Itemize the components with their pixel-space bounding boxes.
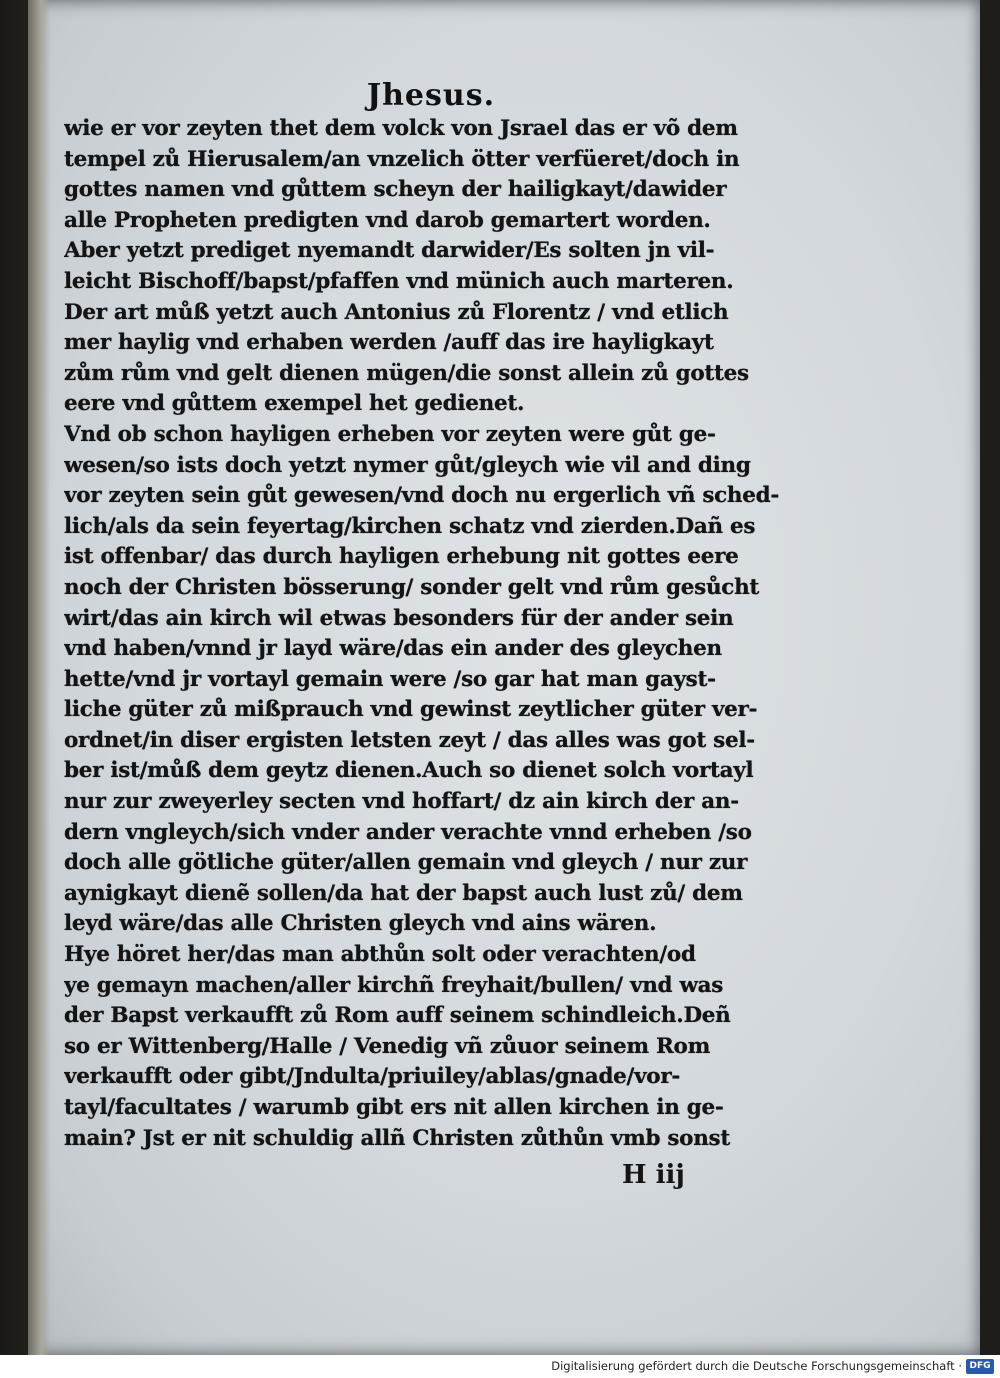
text-line: lich/als da sein feyertag/kirchen schatz vnd zierden.Dañ es bbox=[64, 513, 756, 539]
text-line: vnd haben/vnnd jr layd wäre/das ein ander des gleychen bbox=[64, 636, 722, 662]
text-line: nur zur zweyerley secten vnd hoffart/ dz ain kirch der an‑ bbox=[64, 789, 739, 815]
text-line: Aber yetzt prediget nyemandt darwider/Es solten jn vil‑ bbox=[64, 238, 715, 264]
text-line: gottes namen vnd gůttem scheyn der hailigkayt/dawider bbox=[64, 177, 727, 203]
text-line: leyd wäre/das alle Christen gleych vnd ains wären. bbox=[64, 911, 657, 937]
text-line: verkaufft oder gibt/Jndulta/priuiley/ablas/gnade/vor‑ bbox=[64, 1064, 680, 1090]
text-line: leicht Bischoff/bapst/pfaffen vnd münich auch marteren. bbox=[64, 268, 734, 294]
text-line: dern vngleych/sich vnder ander verachte vnnd erheben /so bbox=[64, 819, 752, 845]
signature-mark: H iij bbox=[622, 1160, 685, 1190]
text-line: tempel zů Hierusalem/an vnzelich ötter verfüeret/doch in bbox=[64, 146, 740, 172]
text-line: der Bapst verkaufft zů Rom auff seinem schindleich.Deñ bbox=[64, 1003, 731, 1029]
text-line: main? Jst er nit schuldig allñ Christen zůthůn vmb sonst bbox=[64, 1125, 730, 1151]
text-line: zům rům vnd gelt dienen mügen/die sonst allein zů gottes bbox=[64, 360, 749, 386]
text-line: ordnet/in diser ergisten letsten zeyt / das alles was got sel‑ bbox=[64, 727, 755, 753]
text-line: alle Propheten predigten vnd darob gemartert worden. bbox=[64, 207, 711, 233]
running-head: Jhesus. bbox=[366, 78, 496, 113]
text-line: tayl/facultates / warumb gibt ers nit allen kirchen in ge‑ bbox=[64, 1095, 724, 1120]
text-line: liche güter zů mißprauch vnd gewinst zeytlicher güter ver‑ bbox=[64, 697, 758, 723]
text-line: aynigkayt dienẽ sollen/da hat der bapst auch lust zů/ dem bbox=[64, 880, 743, 906]
text-line: ye gemayn machen/aller kirchñ freyhait/bullen/ vnd was bbox=[64, 972, 724, 998]
text-line: mer haylig vnd erhaben werden /auff das ire hayligkayt bbox=[64, 330, 714, 356]
text-line: Hye höret her/das man abthůn solt oder verachten/od bbox=[64, 942, 696, 968]
text-line: ist offenbar/ das durch hayligen erhebung nit gottes eere bbox=[64, 544, 739, 570]
text-line: Vnd ob schon hayligen erheben vor zeyten were gůt ge‑ bbox=[64, 421, 716, 447]
dfg-logo-icon[interactable]: DFG bbox=[966, 1359, 994, 1374]
text-line: ber ist/můß dem geytz dienen.Auch so dienet solch vortayl bbox=[64, 758, 754, 784]
text-line: noch der Christen bösserung/ sonder gelt vnd rům gesůcht bbox=[64, 574, 760, 600]
text-line: Der art můß yetzt auch Antonius zů Florentz / vnd etlich bbox=[64, 299, 729, 325]
book-page bbox=[28, 0, 980, 1355]
funding-notice: Digitalisierung gefördert durch die Deutsche Forschungsgemeinschaft · bbox=[551, 1359, 962, 1373]
text-line: eere vnd gůttem exempel het gedienet. bbox=[64, 391, 525, 417]
text-line: wie er vor zeyten thet dem volck von Jsrael das er võ dem bbox=[64, 116, 738, 141]
footer-bar bbox=[0, 1355, 1000, 1378]
text-block bbox=[64, 114, 784, 1154]
text-line: wesen/so ists doch yetzt nymer gůt/gleych wie vil and ding bbox=[64, 452, 751, 478]
text-line: hette/vnd jr vortayl gemain were /so gar hat man gayst‑ bbox=[64, 666, 716, 692]
text-line: vor zeyten sein gůt gewesen/vnd doch nu ergerlich vñ sched‑ bbox=[64, 483, 780, 509]
text-line: wirt/das ain kirch wil etwas besonders für der ander sein bbox=[64, 605, 734, 631]
text-line: doch alle götliche güter/allen gemain vnd gleych / nur zur bbox=[64, 850, 748, 876]
text-line: so er Wittenberg/Halle / Venedig vñ zůuor seinem Rom bbox=[64, 1033, 711, 1059]
